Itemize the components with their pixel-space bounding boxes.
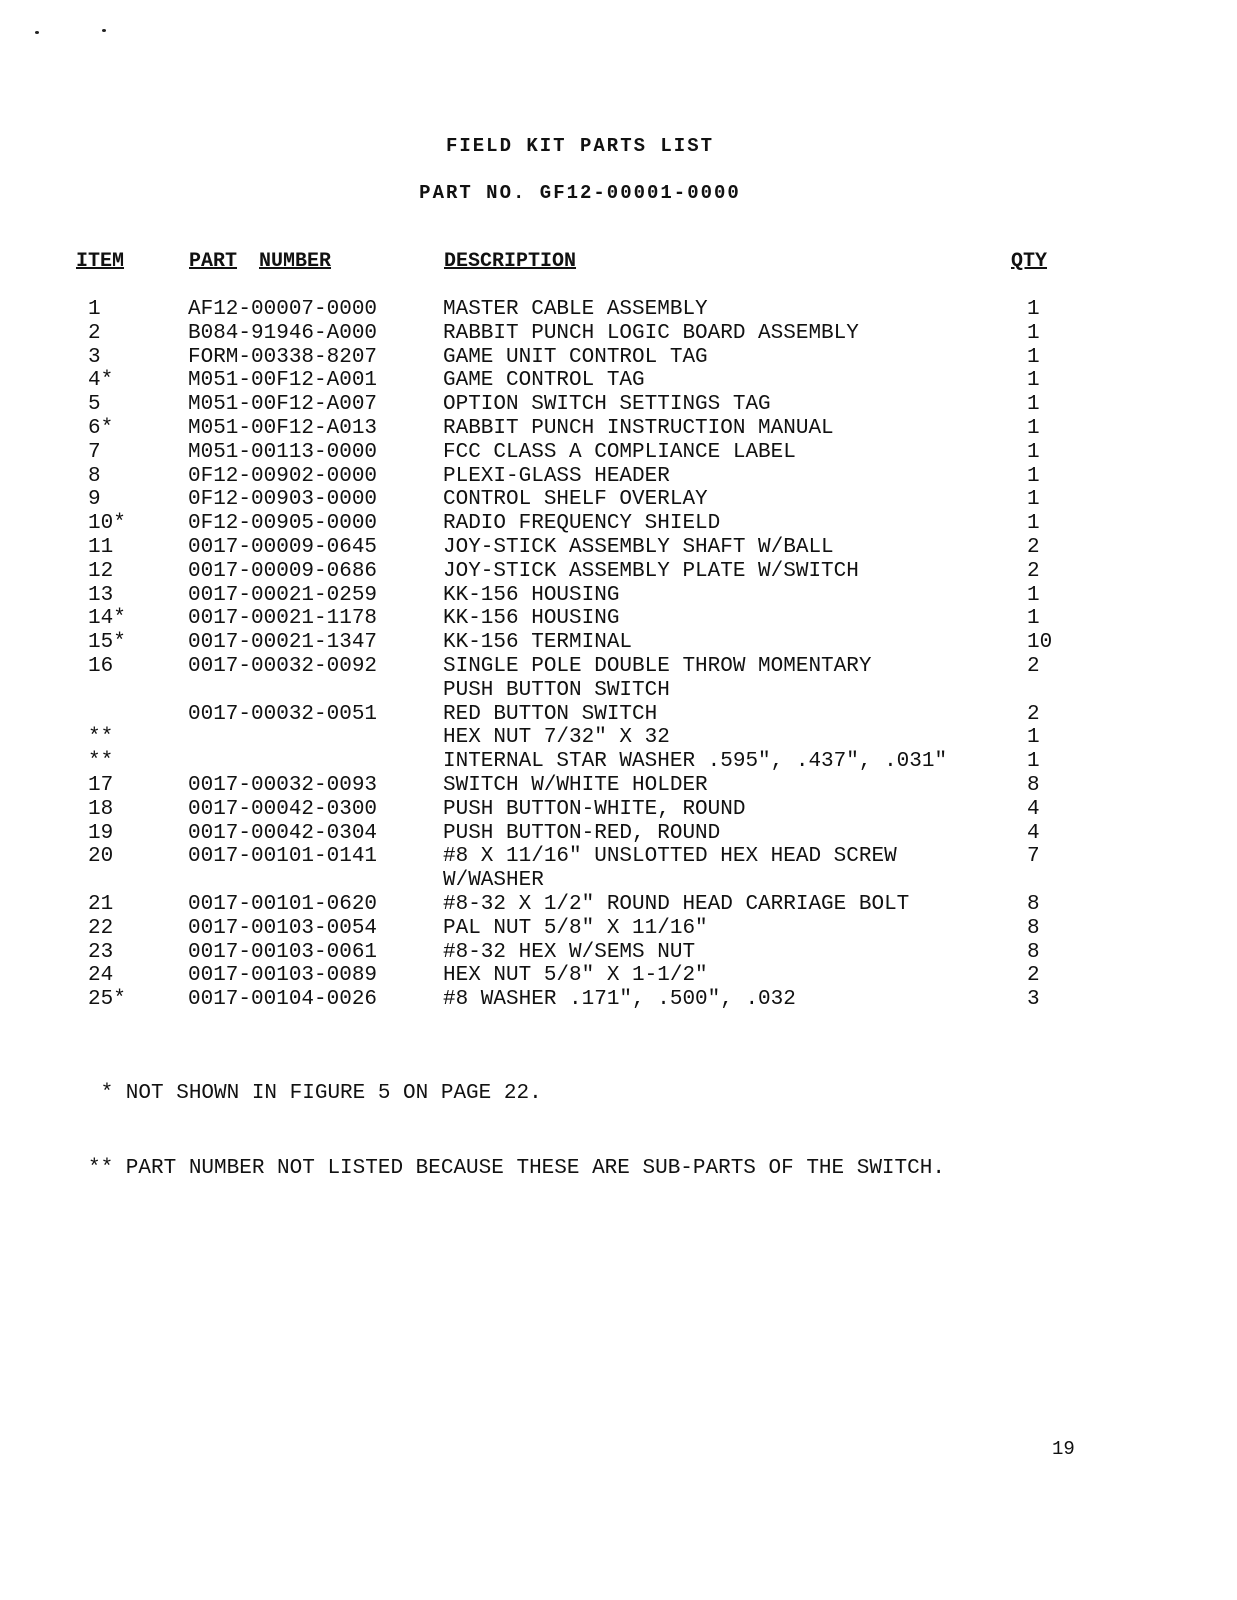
qty-cell: 1 (1027, 488, 1040, 512)
table-row (0, 536, 1237, 560)
part-number-cell: 0017-00104-0026 (188, 988, 378, 1012)
table-row (0, 369, 1237, 393)
qty-cell: 4 (1027, 797, 1040, 821)
description-cell: RABBIT PUNCH INSTRUCTION MANUAL (443, 416, 834, 440)
column-header-description: DESCRIPTION (444, 250, 577, 273)
part-number-cell: 0017-00101-0141 (188, 845, 378, 869)
description-cell: CONTROL SHELF OVERLAY (443, 488, 708, 512)
item-cell: 19 (88, 821, 114, 845)
table-row (0, 465, 1237, 489)
part-number-cell: 0017-00009-0686 (188, 559, 378, 583)
part-number-cell: 0F12-00903-0000 (188, 488, 378, 512)
table-row (0, 703, 1237, 727)
item-cell: 2 (88, 321, 101, 345)
item-cell: 12 (88, 559, 114, 583)
description-cell: SINGLE POLE DOUBLE THROW MOMENTARY (443, 654, 872, 678)
item-cell: 14* (88, 607, 126, 631)
description-cell: KK-156 HOUSING (443, 607, 620, 631)
description-cell: PLEXI-GLASS HEADER (443, 464, 670, 488)
item-cell: 11 (88, 535, 114, 559)
item-cell: ** (88, 750, 114, 774)
item-cell: 8 (88, 464, 101, 488)
qty-cell: 10 (1027, 631, 1053, 655)
part-number-cell: 0017-00103-0089 (188, 964, 378, 988)
item-cell: ** (88, 726, 114, 750)
qty-cell: 2 (1027, 964, 1040, 988)
part-number-cell: 0017-00042-0304 (188, 821, 378, 845)
parts-table (0, 298, 1237, 1012)
item-cell: 13 (88, 583, 114, 607)
table-row (0, 346, 1237, 370)
item-cell: 6* (88, 416, 114, 440)
table-row (0, 607, 1237, 631)
description-cell: #8-32 HEX W/SEMS NUT (443, 940, 696, 964)
description-cell: HEX NUT 5/8" X 1-1/2" (443, 964, 708, 988)
table-row (0, 869, 1237, 893)
description-cell: KK-156 TERMINAL (443, 631, 633, 655)
table-row (0, 917, 1237, 941)
table-row (0, 845, 1237, 869)
qty-cell: 3 (1027, 988, 1040, 1012)
description-cell: GAME CONTROL TAG (443, 369, 645, 393)
scan-speck (102, 29, 106, 32)
column-header-qty: QTY (1011, 250, 1048, 273)
description-cell: OPTION SWITCH SETTINGS TAG (443, 393, 771, 417)
description-cell: JOY-STICK ASSEMBLY SHAFT W/BALL (443, 535, 834, 559)
description-cell: MASTER CABLE ASSEMBLY (443, 298, 708, 321)
description-cell: HEX NUT 7/32" X 32 (443, 726, 670, 750)
description-cell: RADIO FREQUENCY SHIELD (443, 512, 721, 536)
description-cell: KK-156 HOUSING (443, 583, 620, 607)
table-row (0, 941, 1237, 965)
part-number-cell: 0017-00042-0300 (188, 797, 378, 821)
table-row (0, 488, 1237, 512)
item-cell: 7 (88, 440, 101, 464)
qty-cell: 2 (1027, 559, 1040, 583)
qty-cell: 1 (1027, 464, 1040, 488)
footnote-single-star: * NOT SHOWN IN FIGURE 5 ON PAGE 22. (88, 1082, 542, 1105)
part-number-cell: 0017-00009-0645 (188, 535, 378, 559)
item-cell: 17 (88, 773, 114, 797)
item-cell: 15* (88, 631, 126, 655)
description-cell: SWITCH W/WHITE HOLDER (443, 773, 708, 797)
table-row (0, 417, 1237, 441)
qty-cell: 1 (1027, 512, 1040, 536)
table-row (0, 893, 1237, 917)
table-row (0, 441, 1237, 465)
table-row (0, 964, 1237, 988)
qty-cell: 1 (1027, 607, 1040, 631)
description-cell: #8 X 11/16" UNSLOTTED HEX HEAD SCREW (443, 845, 897, 869)
description-cell: PUSH BUTTON-RED, ROUND (443, 821, 721, 845)
item-cell: 5 (88, 393, 101, 417)
qty-cell: 1 (1027, 726, 1040, 750)
qty-cell: 1 (1027, 583, 1040, 607)
description-cell: FCC CLASS A COMPLIANCE LABEL (443, 440, 796, 464)
part-number-cell: 0017-00021-0259 (188, 583, 378, 607)
description-cell: W/WASHER (443, 869, 544, 893)
part-number-cell: 0017-00032-0092 (188, 654, 378, 678)
qty-cell: 8 (1027, 940, 1040, 964)
table-row (0, 584, 1237, 608)
part-number-cell: 0017-00032-0093 (188, 773, 378, 797)
part-number-cell: B084-91946-A000 (188, 321, 378, 345)
qty-cell: 1 (1027, 416, 1040, 440)
item-cell: 10* (88, 512, 126, 536)
page-number: 19 (1052, 1438, 1075, 1460)
part-number-cell: 0017-00103-0054 (188, 916, 378, 940)
part-number-cell: M051-00F12-A013 (188, 416, 378, 440)
qty-cell: 1 (1027, 298, 1040, 321)
table-row (0, 322, 1237, 346)
qty-cell: 4 (1027, 821, 1040, 845)
description-cell: #8-32 X 1/2" ROUND HEAD CARRIAGE BOLT (443, 892, 910, 916)
part-number-cell: M051-00113-0000 (188, 440, 378, 464)
qty-cell: 1 (1027, 369, 1040, 393)
table-row (0, 679, 1237, 703)
table-row (0, 298, 1237, 322)
qty-cell: 8 (1027, 773, 1040, 797)
table-row (0, 750, 1237, 774)
item-cell: 18 (88, 797, 114, 821)
scan-speck (35, 31, 39, 34)
table-row (0, 560, 1237, 584)
column-header-item: ITEM (76, 250, 125, 273)
item-cell: 20 (88, 845, 114, 869)
item-cell: 3 (88, 345, 101, 369)
description-cell: PUSH BUTTON SWITCH (443, 678, 670, 702)
description-cell: RABBIT PUNCH LOGIC BOARD ASSEMBLY (443, 321, 859, 345)
table-row (0, 798, 1237, 822)
part-number-cell: 0017-00021-1178 (188, 607, 378, 631)
qty-cell: 1 (1027, 345, 1040, 369)
table-row (0, 726, 1237, 750)
qty-cell: 2 (1027, 654, 1040, 678)
table-row (0, 631, 1237, 655)
item-cell: 21 (88, 892, 114, 916)
part-number-cell: 0017-00032-0051 (188, 702, 378, 726)
column-header-number: NUMBER (259, 250, 332, 273)
footnotes (88, 1031, 945, 1206)
item-cell: 25* (88, 988, 126, 1012)
item-cell: 16 (88, 654, 114, 678)
part-number-cell: M051-00F12-A007 (188, 393, 378, 417)
description-cell: GAME UNIT CONTROL TAG (443, 345, 708, 369)
part-number-cell: AF12-00007-0000 (188, 298, 378, 321)
item-cell: 24 (88, 964, 114, 988)
description-cell: INTERNAL STAR WASHER .595", .437", .031" (443, 750, 948, 774)
qty-cell: 1 (1027, 750, 1040, 774)
part-number-cell: M051-00F12-A001 (188, 369, 378, 393)
qty-cell: 7 (1027, 845, 1040, 869)
qty-cell: 1 (1027, 321, 1040, 345)
part-number-cell: 0017-00101-0620 (188, 892, 378, 916)
qty-cell: 2 (1027, 535, 1040, 559)
table-row (0, 822, 1237, 846)
table-row (0, 774, 1237, 798)
column-header-part: PART (189, 250, 238, 273)
qty-cell: 1 (1027, 393, 1040, 417)
description-cell: #8 WASHER .171", .500", .032 (443, 988, 796, 1012)
description-cell: RED BUTTON SWITCH (443, 702, 658, 726)
qty-cell: 2 (1027, 702, 1040, 726)
item-cell: 4* (88, 369, 114, 393)
table-row (0, 988, 1237, 1012)
table-row (0, 655, 1237, 679)
document-title: FIELD KIT PARTS LIST (445, 135, 715, 157)
table-row (0, 393, 1237, 417)
item-cell: 9 (88, 488, 101, 512)
part-number-cell: 0F12-00902-0000 (188, 464, 378, 488)
item-cell: 23 (88, 940, 114, 964)
part-number-cell: 0017-00103-0061 (188, 940, 378, 964)
description-cell: JOY-STICK ASSEMBLY PLATE W/SWITCH (443, 559, 859, 583)
footnote-double-star: ** PART NUMBER NOT LISTED BECAUSE THESE ARE SUB-PARTS OF THE SWITCH. (88, 1157, 945, 1180)
qty-cell: 8 (1027, 892, 1040, 916)
table-row (0, 512, 1237, 536)
part-number-cell: 0F12-00905-0000 (188, 512, 378, 536)
kit-part-number: PART NO. GF12-00001-0000 (419, 182, 741, 204)
description-cell: PAL NUT 5/8" X 11/16" (443, 916, 708, 940)
description-cell: PUSH BUTTON-WHITE, ROUND (443, 797, 746, 821)
item-cell: 22 (88, 916, 114, 940)
qty-cell: 1 (1027, 440, 1040, 464)
item-cell: 1 (88, 298, 101, 321)
qty-cell: 8 (1027, 916, 1040, 940)
part-number-cell: FORM-00338-8207 (188, 345, 378, 369)
part-number-cell: 0017-00021-1347 (188, 631, 378, 655)
